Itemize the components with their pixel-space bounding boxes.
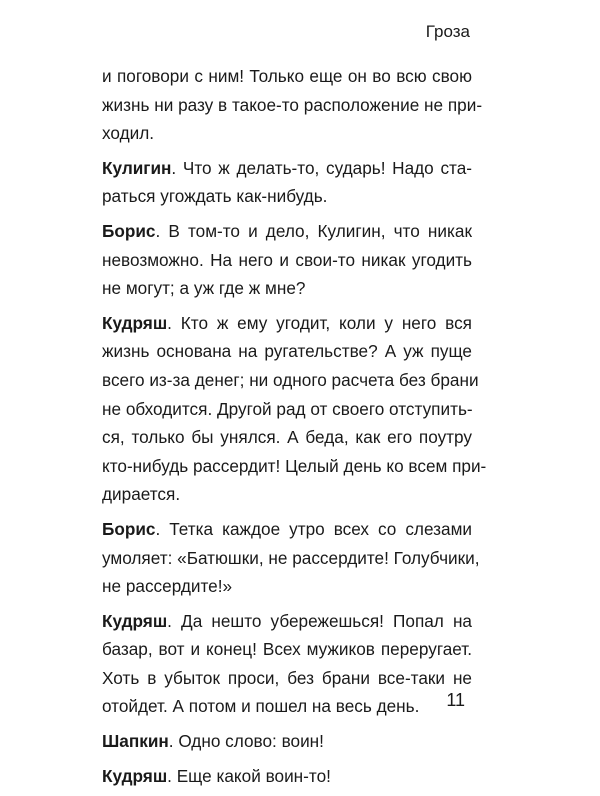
paragraph (102, 607, 472, 721)
paragraph (102, 727, 472, 756)
speaker-name: Шапкин (102, 731, 169, 752)
text-line: жизнь ни разу в такое-то расположение не при- (102, 94, 483, 115)
speaker-name: Кулигин (102, 157, 172, 178)
text-line (102, 154, 472, 183)
text-line (102, 515, 472, 544)
line-text: . Да нешто убережешься! Попал на (167, 610, 472, 631)
text-line: умоляет: «Батюшки, не рассердите! Голубчики, (102, 547, 480, 568)
text-line: базар, вот и конец! Всех мужиков переругает. (102, 639, 472, 660)
paragraph (102, 762, 472, 791)
paragraph (102, 309, 487, 509)
text-line: не могут; а уж где ж мне? (102, 278, 306, 299)
text-line (102, 727, 472, 756)
text-line: Хоть в убыток проси, без брани все-таки не (102, 667, 472, 688)
line-text: . Тетка каждое утро всех со слезами (155, 518, 472, 539)
text-line: всего из-за денег; ни одного расчета без брани (102, 369, 479, 390)
text-block (102, 62, 487, 796)
text-line (102, 762, 472, 791)
speaker-name: Борис (102, 518, 156, 539)
line-text: . Что ж делать-то, сударь! Надо ста- (171, 157, 472, 178)
speaker-name: Кудряш (102, 312, 168, 333)
line-text: . Одно слово: воин! (168, 731, 324, 752)
text-line: дирается. (102, 484, 181, 505)
running-head: Гроза (425, 22, 470, 41)
line-text: . В том-то и дело, Кулигин, что никак (155, 220, 472, 241)
text-line: ходил. (102, 123, 155, 144)
text-line: раться угождать как-нибудь. (102, 186, 328, 207)
page-number: 11 (446, 690, 465, 710)
text-line (102, 309, 472, 338)
text-line: ся, только бы унялся. А беда, как его поутру (102, 427, 472, 448)
text-line: отойдет. А потом и пошел на весь день. (102, 696, 420, 717)
paragraph (102, 62, 483, 148)
speaker-name: Борис (102, 220, 156, 241)
speaker-name: Кудряш (102, 610, 168, 631)
paragraph (102, 154, 472, 211)
text-line: не рассердите!» (102, 576, 233, 597)
paragraph (102, 515, 480, 601)
text-line (102, 607, 472, 636)
line-text: . Кто ж ему угодит, коли у него вся (167, 312, 472, 333)
text-line: не обходится. Другой рад от своего отступить- (102, 398, 473, 419)
text-line: жизнь основана на ругательстве? А уж пуще (102, 341, 472, 362)
text-line (102, 217, 472, 246)
text-line: и поговори с ним! Только еще он во всю свою (102, 66, 472, 86)
speaker-name: Кудряш (102, 765, 168, 786)
text-line: невозможно. На него и свои-то никак угодить (102, 249, 472, 270)
text-line: кто-нибудь рассердит! Целый день ко всем при- (102, 455, 487, 476)
line-text: . Еще какой воин-то! (167, 765, 331, 786)
paragraph (102, 217, 472, 303)
